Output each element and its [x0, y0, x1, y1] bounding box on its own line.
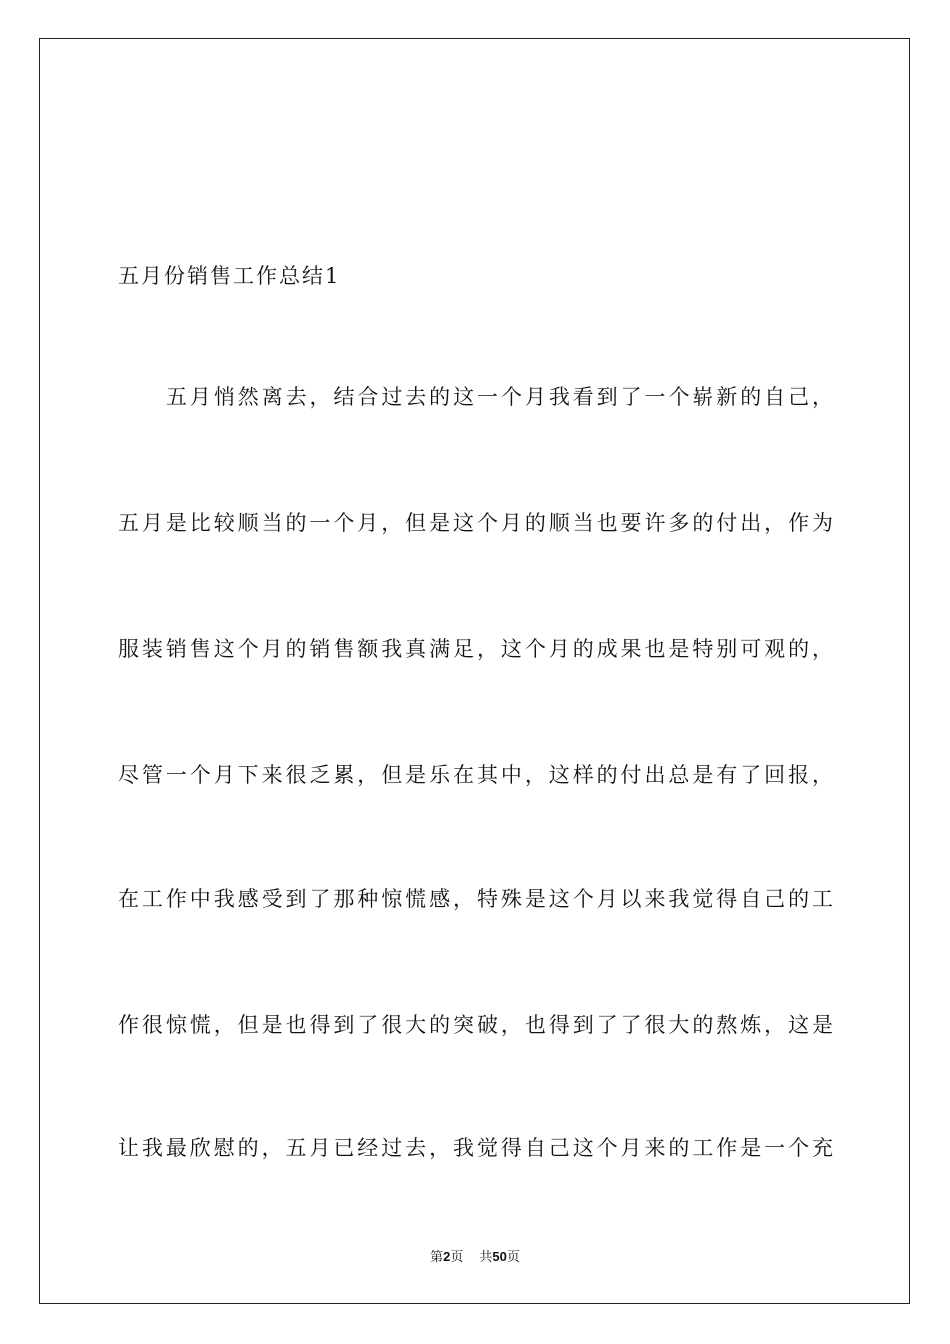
- total-pages: 50: [492, 1249, 507, 1264]
- paragraph-line: 作很惊慌，但是也得到了很大的突破，也得到了了很大的熬炼，这是: [118, 1013, 833, 1037]
- page-border: [39, 38, 910, 1304]
- page-prefix: 第: [430, 1250, 444, 1265]
- paragraph-line: 五月是比较顺当的一个月，但是这个月的顺当也要许多的付出，作为: [118, 511, 833, 535]
- paragraph-line: 五月悄然离去，结合过去的这一个月我看到了一个崭新的自己，: [166, 385, 833, 409]
- document-title: 五月份销售工作总结1: [118, 264, 341, 288]
- paragraph-line: 在工作中我感受到了那种惊慌感，特殊是这个月以来我觉得自己的工: [118, 887, 833, 911]
- page-number: 2: [443, 1249, 451, 1264]
- paragraph-line: 服装销售这个月的销售额我真满足，这个月的成果也是特别可观的，: [118, 637, 833, 661]
- page-suffix: 页: [450, 1250, 464, 1265]
- total-suffix: 页: [506, 1250, 520, 1265]
- paragraph-line: 让我最欣慰的，五月已经过去，我觉得自己这个月来的工作是一个充: [118, 1136, 833, 1160]
- total-prefix: 共: [479, 1250, 493, 1265]
- paragraph-line: 尽管一个月下来很乏累，但是乐在其中，这样的付出总是有了回报，: [118, 763, 833, 787]
- page-footer: [0, 1248, 950, 1267]
